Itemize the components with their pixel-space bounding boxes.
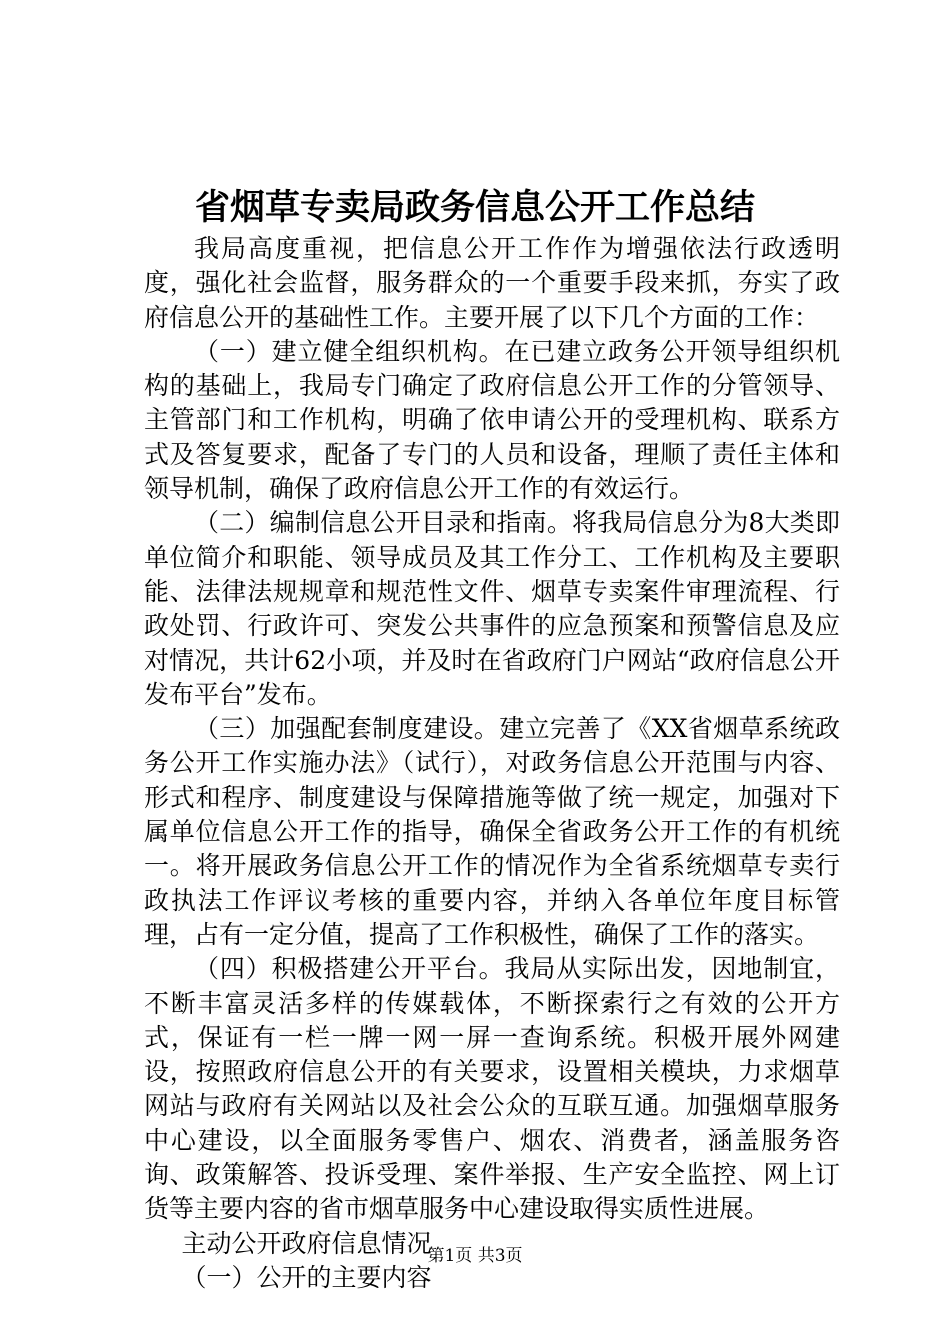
document-title: 省烟草专卖局政务信息公开工作总结 <box>194 188 755 228</box>
paragraph-platform: （四）积极搭建公开平台。我局从实际出发，因地制宜，不断丰富灵活多样的传媒载体，不断探索行之有效的公开方式，保证有一栏一牌一网一屏一查询系统。积极开展外网建设，按照政府信息公开的有关要求，设置相关模块，力求烟草网站与政府有关网站以及社会公众的互联互通。加强烟草服务中心建设，以全面服务零售户、烟农、消费者，涵盖服务咨询、政策解答、投诉受理、案件举报、生产安全监控、网上订货等主要内容的省市烟草服务中心建设取得实质性进展。 <box>144 954 840 1224</box>
paragraph-system-building: （三）加强配套制度建设。建立完善了《XX省烟草系统政务公开工作实施办法》（试行），对政务信息公开范围与内容、形式和程序、制度建设与保障措施等做了统一规定，加强对下属单位信息公开工作的指导，确保全省政务公开工作的有机统一。将开展政务信息公开工作的情况作为全省系统烟草专卖行政执法工作评议考核的重要内容，并纳入各单位年度目标管理，占有一定分值，提高了工作积极性，确保了工作的落实。 <box>144 714 840 949</box>
paragraph-organization: （一）建立健全组织机构。在已建立政务公开领导组织机构的基础上，我局专门确定了政府信息公开工作的分管领导、主管部门和工作机构，明确了依申请公开的受理机构、联系方式及答复要求，配备了专门的人员和设备，理顺了责任主体和领导机制，确保了政府信息公开工作的有效运行。 <box>144 336 840 504</box>
subsection-heading: （一）公开的主要内容 <box>181 1262 432 1292</box>
page-indicator: 第1页 共3页 <box>427 1246 523 1266</box>
paragraph-catalog: （二）编制信息公开目录和指南。将我局信息分为8大类即单位简介和职能、领导成员及其工作分工、工作机构及主要职能、法律法规规章和规范性文件、烟草专卖案件审理流程、行政处罚、行政许可、突发公共事件的应急预案和预警信息及应对情况，共计62小项，并及时在省政府门户网站“政府信息公开发布平台”发布。 <box>144 508 840 709</box>
section-heading: 主动公开政府信息情况 <box>181 1228 432 1258</box>
document-body <box>144 232 840 1295</box>
intro-paragraph: 我局高度重视，把信息公开工作作为增强依法行政透明度，强化社会监督，服务群众的一个重要手段来抓，夯实了政府信息公开的基础性工作。主要开展了以下几个方面的工作： <box>144 234 840 332</box>
